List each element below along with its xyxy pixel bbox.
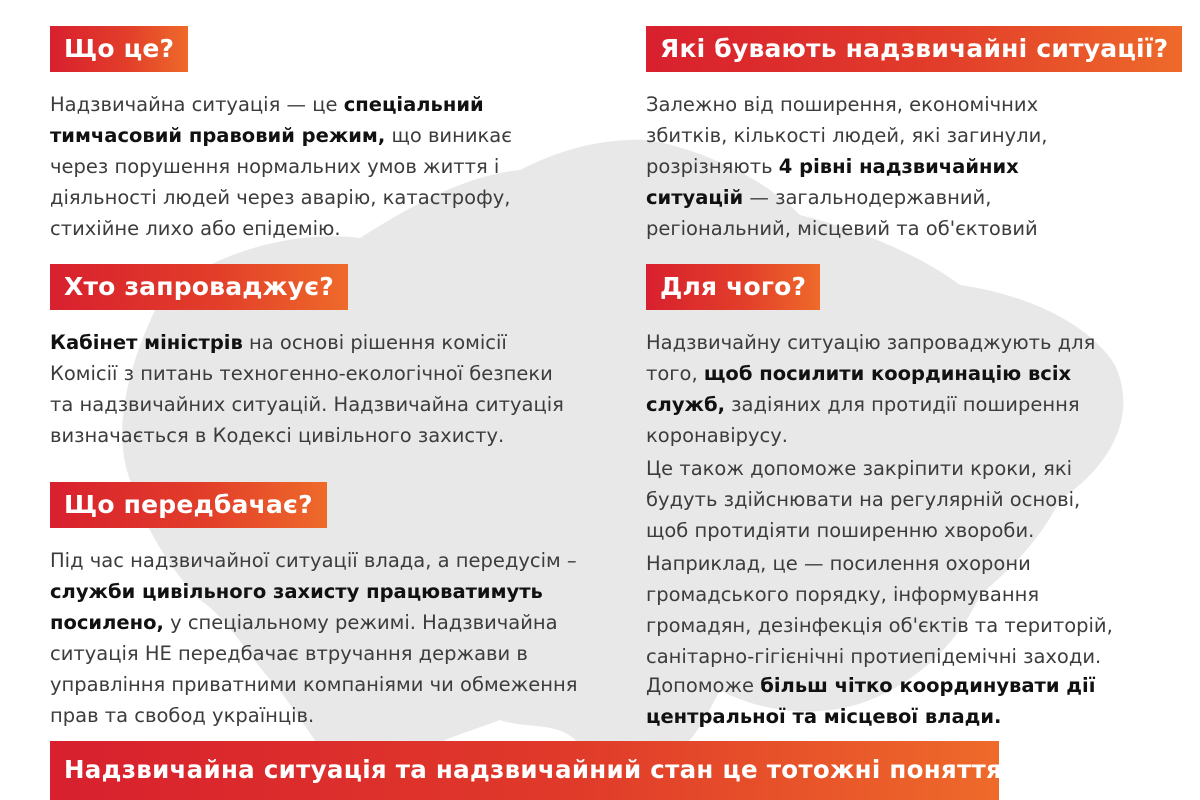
section-what [50, 26, 540, 244]
text-plain: Надзвичайна ситуація — це [50, 93, 344, 116]
section-who-title: Хто запроваджує? [50, 264, 348, 310]
text-bold: Кабінет міністрів [50, 331, 243, 354]
text-bold: 4 рівні надзвичайних ситуацій [646, 155, 1019, 209]
section-who [50, 264, 570, 451]
section-who-text [50, 327, 570, 451]
text-plain: на основі рішення комісії Комісії з питань техногенно-екологічної безпеки та надзвичайних ситуацій. Надзвичайна ситуація визначається в Кодексі цивільного захисту. [50, 331, 564, 447]
text-plain: Допоможе [646, 674, 761, 697]
section-what-title: Що це? [50, 26, 188, 72]
text-bold: служби цивільного захисту працюватимуть посилено, [50, 580, 543, 634]
text-plain: у спеціальному режимі. Надзвичайна ситуація НЕ передбачає втручання держави в управління приватними компаніями чи обмеження прав та свобод українців. [50, 611, 578, 727]
section-types [646, 26, 1169, 244]
section-why-text-2: Це також допоможе закріпити кроки, які будуть здійснювати на регулярній основі, щоб протидіяти поширенню хвороби. [646, 457, 1081, 542]
section-provides-title: Що передбачає? [50, 482, 327, 528]
text-plain: Залежно від поширення, економічних збитків, кількості людей, які загинули, розрізняють [646, 93, 1048, 178]
section-why-text-4 [646, 670, 1121, 732]
section-why-text-1 [646, 327, 1121, 451]
section-why-title: Для чого? [646, 264, 820, 310]
section-why-text-3: Наприклад, це — посилення охорони громадського порядку, інформування громадян, дезінфекція об'єктів та територій, санітарно-гігієнічні протиепідемічні заходи. [646, 552, 1113, 668]
text-plain: Під час надзвичайної ситуації влада, а передусім – [50, 549, 577, 572]
section-why [646, 264, 1121, 732]
text-bold: спеціальний тимчасовий правовий режим, [50, 93, 484, 147]
text-plain: — загальнодержавний, регіональний, місцевий та об'єктовий [646, 186, 1038, 240]
section-what-text [50, 89, 540, 244]
text-plain: Надзвичайну ситуацію запроваджують для того, [646, 331, 1096, 385]
section-types-title: Які бувають надзвичайні ситуації? [646, 26, 1182, 72]
section-provides [50, 482, 590, 731]
bottom-question-heading: Надзвичайна ситуація та надзвичайний стан це тотожні поняття? [50, 741, 999, 800]
text-plain: що виникає через порушення нормальних умов життя і діяльності людей через аварію, катастрофу, стихійне лихо або епідемію. [50, 124, 512, 240]
section-types-text [646, 89, 1076, 244]
section-provides-text [50, 545, 590, 731]
text-bold: більш чітко координувати дії центральної та місцевої влади. [646, 674, 1096, 728]
text-bold: щоб посилити координацію всіх служб, [646, 362, 1072, 416]
text-plain: задіяних для протидії поширення коронавірусу. [646, 393, 1080, 447]
